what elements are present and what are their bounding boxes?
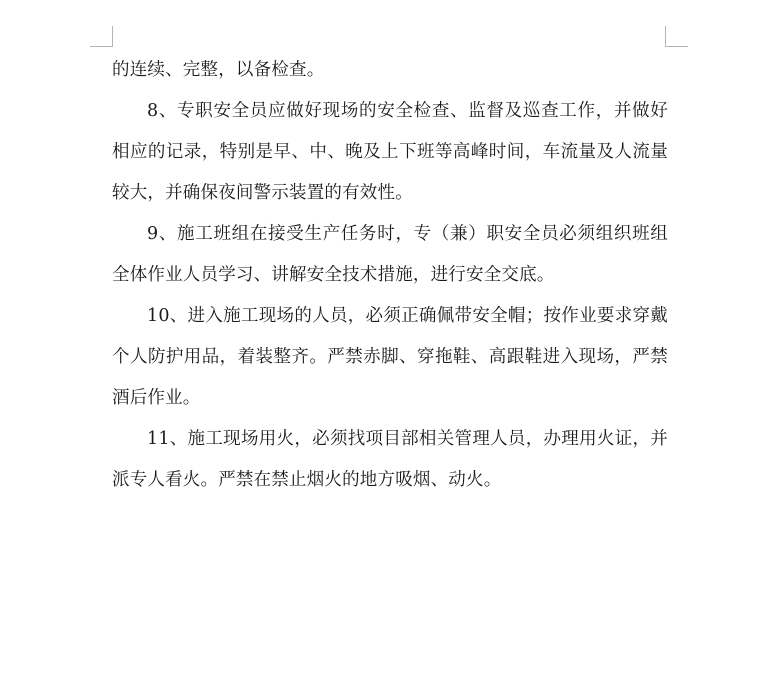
margin-corner-mark-right	[665, 26, 688, 47]
paragraph-item-10: 10、进入施工现场的人员，必须正确佩带安全帽；按作业要求穿戴个人防护用品，着装整齐。严禁赤脚、穿拖鞋、高跟鞋进入现场，严禁酒后作业。	[112, 306, 668, 408]
document-body[interactable]	[112, 50, 668, 501]
paragraph-continuation: 的连续、完整，以备检查。	[112, 60, 325, 80]
margin-corner-mark-left	[90, 26, 113, 47]
paragraph-item-9: 9、施工班组在接受生产任务时，专（兼）职安全员必须组织班组全体作业人员学习、讲解安全技术措施，进行安全交底。	[112, 224, 668, 285]
paragraph-item-8: 8、专职安全员应做好现场的安全检查、监督及巡查工作，并做好相应的记录，特别是早、中、晚及上下班等高峰时间，车流量及人流量较大，并确保夜间警示装置的有效性。	[112, 101, 668, 203]
paragraph-item-11: 11、施工现场用火，必须找项目部相关管理人员，办理用火证，并派专人看火。严禁在禁止烟火的地方吸烟、动火。	[112, 429, 668, 490]
